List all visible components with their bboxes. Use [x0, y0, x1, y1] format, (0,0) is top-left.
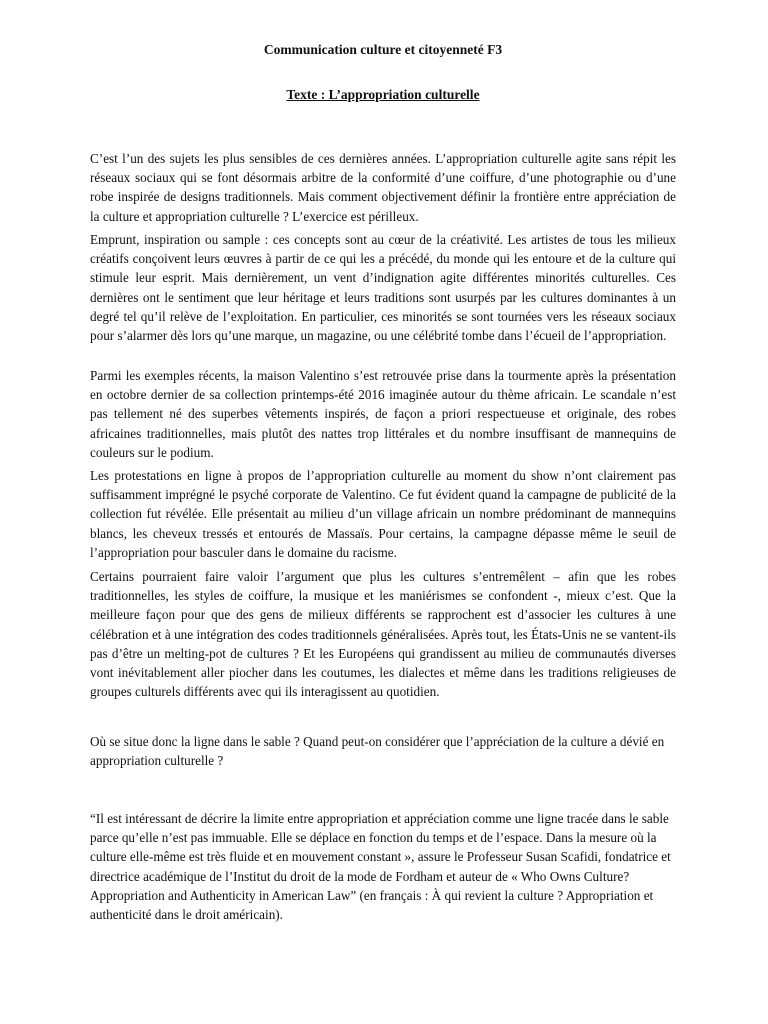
paragraph-7-quote: “Il est intéressant de décrire la limite entre appropriation et appréciation comme une ligne tracée dans le sable parce qu’elle n’est pas immuable. Elle se déplace en fonction du temps et de l’espace. Dans la mesure où la culture elle-même est très fluide et en mouvement constant », assure le Professeur Susan Scafidi, fondatrice et directrice académique de l’Institut du droit de la mode de Fordham et auteur de « Who Owns Culture? Appropriation and Authenticity in American Law” (en français : À qui revient la culture ? Appropriation et authenticité dans le droit américain). — [90, 811, 671, 923]
paragraph-1: C’est l’un des sujets les plus sensibles de ces dernières années. L’appropriation culturelle agite sans répit les réseaux sociaux qui se font désormais arbitre de la conformité d’une coiffure, d’une photographie ou d’une robe inspirée de designs traditionnels. Mais comment objectivement définir la frontière entre appréciation de la culture et appropriation culturelle ? L’exercice est périlleux. — [90, 151, 676, 224]
subtitle-text: Texte : L’appropriation culturelle — [286, 87, 480, 102]
paragraph-4: Les protestations en ligne à propos de l’appropriation culturelle au moment du show n’ont clairement pas suffisamment imprégné le psyché corporate de Valentino. Ce fut évident quand la campagne de publicité de la collection fut révélée. Elle présentait au milieu d’un village africain un nombre prédominant de mannequins blancs, les cheveux tressés et entourés de Massaïs. Pour certains, la campagne dépasse même le seuil de l’appropriation pour basculer dans le domaine du racisme. — [90, 468, 676, 560]
paragraph-2: Emprunt, inspiration ou sample : ces concepts sont au cœur de la créativité. Les artistes de tous les milieux créatifs conçoivent leurs œuvres à partir de ce qui les a précédé, du monde qui les entoure et de la culture qui stimule leur esprit. Mais dernièrement, un vent d’indignation agite différentes minorités culturelles. Ces dernières ont le sentiment que leur héritage et leurs traditions sont usurpés par les cultures dominantes à un degré tel qu’il relève de l’exploitation. En particulier, ces minorités se sont tournées vers les réseaux sociaux pour s’alarmer dès lors qu’une marque, un magazine, ou une célébrité tombe dans l’écueil de l’appropriation. — [90, 232, 676, 344]
paragraph-6: Où se situe donc la ligne dans le sable ? Quand peut-on considérer que l’appréciation de la culture a dévié en appropriation culturelle ? — [90, 734, 665, 769]
paragraph-3: Parmi les exemples récents, la maison Valentino s’est retrouvée prise dans la tourmente après la présentation en octobre dernier de sa collection printemps-été 2016 imaginée autour du thème africain. Le scandale n’est pas tellement né des superbes vêtements inspirés, de façon a priori respectueuse et originale, des robes africaines traditionnelles, mais plutôt des nattes trop littérales et du nombre insuffisant de mannequins de couleurs sur le podium. — [90, 368, 676, 460]
document-subtitle — [90, 87, 676, 103]
document-title: Communication culture et citoyenneté F3 — [263, 42, 503, 57]
paragraph-5: Certains pourraient faire valoir l’argument que plus les cultures s’entremêlent – afin que les robes traditionnelles, les styles de coiffure, la musique et les maniérismes se confondent -, mieux c’est. Que la meilleure façon pour que des gens de milieux différents se rapprochent est d’associer les cultures à une célébration et à une intégration des codes traditionnels généralisées. Après tout, les États-Unis ne se vantent-ils pas d’être un melting-pot de cultures ? Et les Européens qui grandissent au milieu de communautés diverses vont inévitablement aller piocher dans les coutumes, les dialectes et même dans les traditions religieuses de groupes culturels différents avec qui ils interagissent au quotidien. — [90, 569, 676, 700]
